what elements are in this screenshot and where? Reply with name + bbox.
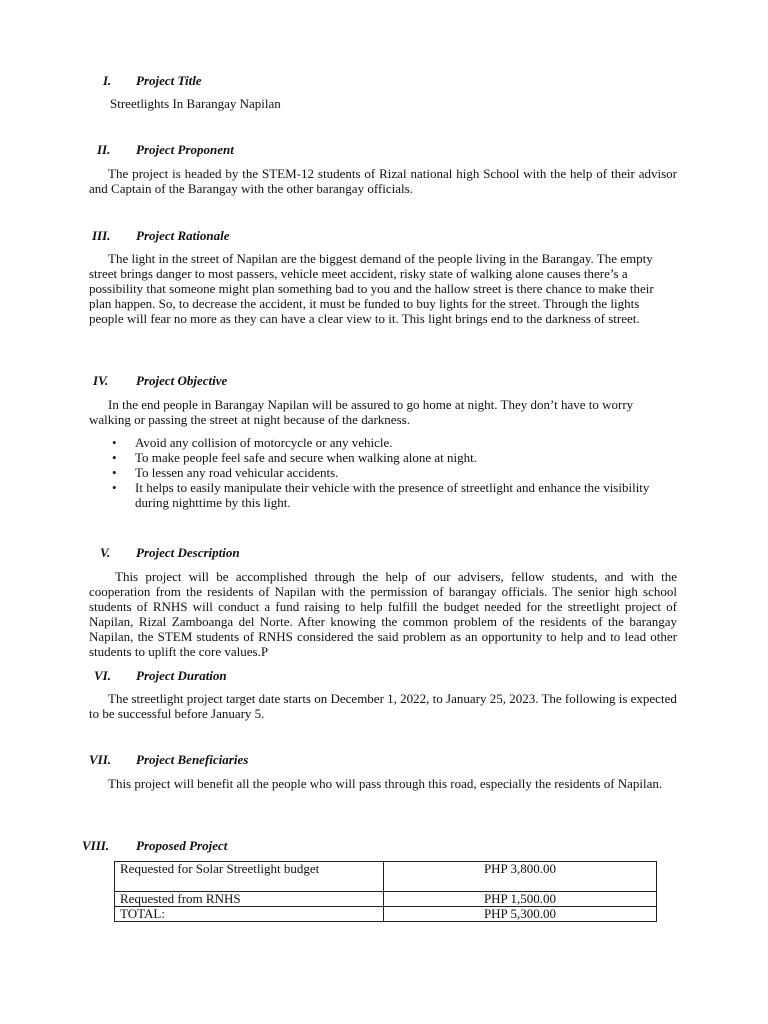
section-title: Project Duration [136,668,227,683]
rationale-paragraph: The light in the street of Napilan are the biggest demand of the people living in the Barangay. The empty street brings danger to most passers, vehicle meet accident, risky state of walking alone causes there’s a possibility that someone might plan something bad to you and the hallow street is there chance to make their plan happen. So, to decrease the accident, it must be funded to buy lights for the street. Through the lights people will fear no more as they can have a clear view to it. This light brings end to the darkness of street. [89,251,654,326]
section-number: VI. [94,668,111,683]
beneficiaries-paragraph: This project will benefit all the people who will pass through this road, especially the residents of Napilan. [108,776,663,791]
section-title: Project Beneficiaries [136,752,249,767]
section-title: Project Description [136,545,240,560]
section-heading-description [100,545,240,560]
table-row [115,907,657,922]
list-item: • It helps to easily manipulate their vehicle with the presence of streetlight and enhance the visibility during nighttime by this light. [89,480,677,510]
section-heading-duration [94,668,227,683]
section-heading-rationale [92,228,230,243]
section-number: VII. [89,752,112,767]
section-title: Proposed Project [136,838,228,853]
section-title: Project Objective [136,373,228,388]
objective-list [89,435,677,510]
section-title: Project Rationale [136,228,230,243]
duration-paragraph: The streetlight project target date starts on December 1, 2022, to January 25, 2023. The following is expected to be successful before January 5. [89,691,677,721]
table-row [115,862,657,892]
section-number: IV. [93,373,109,388]
project-title-text: Streetlights In Barangay Napilan [110,96,281,111]
section-number: I. [103,73,112,88]
proponent-paragraph: The project is headed by the STEM-12 students of Rizal national high School with the help of their advisor and Captain of the Barangay with the other barangay officials. [89,166,677,196]
section-heading-objective [93,373,228,388]
budget-amount: PHP 5,300.00 [384,907,657,922]
list-item: • To make people feel safe and secure when walking alone at night. [89,450,677,465]
budget-label: TOTAL: [115,907,384,922]
table-row [115,892,657,907]
budget-label: Requested for Solar Streetlight budget [115,862,384,892]
list-item: • To lessen any road vehicular accidents. [89,465,677,480]
budget-label: Requested from RNHS [115,892,384,907]
budget-amount: PHP 3,800.00 [384,862,657,892]
section-heading-title [103,73,202,88]
section-number: V. [100,545,111,560]
section-heading-proposed [82,838,228,853]
budget-table [114,861,657,922]
section-number: III. [92,228,111,243]
budget-amount: PHP 1,500.00 [384,892,657,907]
objective-paragraph: In the end people in Barangay Napilan will be assured to go home at night. They don’t have to worry walking or passing the street at night because of the darkness. [89,397,634,427]
section-number: VIII. [82,838,110,853]
section-title: Project Title [136,73,202,88]
section-heading-proponent [97,142,234,157]
section-title: Project Proponent [136,142,234,157]
section-number: II. [97,142,111,157]
description-paragraph: This project will be accomplished through the help of our advisers, fellow students, and with the cooperation from the residents of Napilan with the permission of barangay officials. The senior high school students of RNHS will conduct a fund raising to help fulfill the budget needed for the streetlight project of Napilan, Rizal Zamboanga del Norte. After knowing the common problem of the residents of the barangay Napilan, the STEM students of RNHS considered the said problem as an opportunity to help and to lead other students to uplift the core values.P [89,569,677,659]
list-item: • Avoid any collision of motorcycle or any vehicle. [89,435,677,450]
section-heading-beneficiaries [89,752,249,767]
